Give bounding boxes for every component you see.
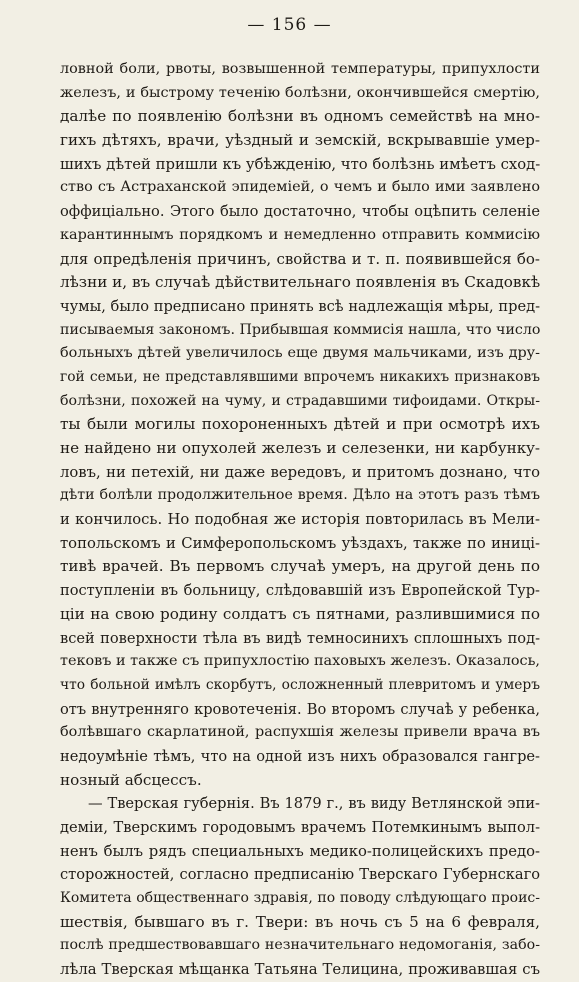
text-line: отъ внутренняго кровотеченія. Во второмъ случаѣ у ребенка,: [60, 700, 540, 718]
text-line: гой семьи, не представлявшими впрочемъ никакихъ признаковъ: [60, 368, 540, 385]
text-line: карантиннымъ порядкомъ и немедленно отправить коммисію: [60, 226, 540, 243]
text-line: ловной боли, рвоты, возвышенной температуры, припухлости: [60, 61, 540, 77]
text-line: шествія, бывшаго въ г. Твери: въ ночь съ 5 на 6 февраля,: [60, 912, 540, 931]
text-line: болѣвшаго скарлатиной, распухшія железы привели врача въ: [60, 724, 540, 741]
text-line: болѣзни, похожей на чуму, и страдавшими тифоидами. Откры-: [60, 392, 540, 409]
text-line: и кончилось. Но подобная же исторія повторилась въ Мели-: [60, 511, 540, 529]
text-line: что больной имѣлъ скорбутъ, осложненный плевритомъ и умеръ: [60, 676, 540, 693]
text-line: деміи, Тверскимъ городовымъ врачемъ Потемкинымъ выпол-: [60, 819, 540, 836]
section-start-line: — Тверская губернія. Въ 1879 г., въ виду Ветлянской эпи-: [88, 795, 540, 813]
text-line: писываемыя закономъ. Прибывшая коммисія нашла, что число: [60, 321, 541, 338]
text-line: ціи на свою родину солдатъ съ пятнами, разлившимися по: [60, 604, 540, 623]
text-line: недоумѣніе тѣмъ, что на одной изъ нихъ образовался гангре-: [60, 747, 540, 765]
text-line: поступленіи въ больницу, слѣдовавшій изъ Европейской Тур-: [60, 582, 540, 600]
page-number: — 156 —: [247, 15, 332, 35]
text-line: далѣе по появленію болѣзни въ одномъ семействѣ на мно-: [60, 107, 540, 126]
text-line: ты были могилы похороненныхъ дѣтей и при осмотрѣ ихъ: [60, 415, 540, 434]
body-text: [60, 58, 540, 982]
text-line: дѣти болѣли продолжительное время. Дѣло на этотъ разъ тѣмъ: [60, 487, 540, 504]
paragraph-end-line: нозный абсцессъ.: [60, 770, 202, 789]
text-line: лѣла Тверская мѣщанка Татьяна Телицина, проживавшая съ: [60, 961, 540, 979]
text-line: ненъ былъ рядъ специальныхъ медико-полицейскихъ предо-: [60, 842, 540, 860]
text-line: шихъ дѣтей пришли къ убѣжденію, что болѣзнь имѣетъ сход-: [60, 155, 541, 173]
text-line: гихъ дѣтяхъ, врачи, уѣздный и земскій, вскрывавшіе умер-: [60, 131, 540, 150]
text-line: для опредѣленія причинъ, свойства и т. п. появившейся бо-: [60, 249, 540, 268]
text-line: железъ, и быстрому теченію болѣзни, окончившейся смертію,: [60, 84, 540, 101]
text-line: Комитета общественнаго здравія, по поводу слѣдующаго проис-: [60, 890, 540, 907]
text-line: не найдено ни опухолей железъ и селезенки, ни карбункy-: [60, 439, 540, 457]
text-line: ловъ, ни петехій, ни даже вередовъ, и притомъ дознано, что: [60, 463, 540, 481]
text-line: всей поверхности тѣла въ видѣ темносинихъ сплошныхъ под-: [60, 629, 540, 647]
text-line: топольскомъ и Симферопольскомъ уѣздахъ, также по иниці-: [60, 534, 540, 552]
text-line: тековъ и также съ припухлостію паховыхъ железъ. Оказалось,: [60, 653, 540, 670]
text-line: оффиціально. Этого было достаточно, чтобы оцѣпить селеніе: [60, 203, 540, 221]
text-line: послѣ предшествовавшаго незначительнаго недомоганія, забо-: [60, 937, 540, 954]
text-line: лѣзни и, въ случаѣ дѣйствительнаго появленія въ Скадовкѣ: [60, 273, 541, 292]
text-line: больныхъ дѣтей увеличилось еще двумя мальчиками, изъ дру-: [60, 345, 540, 362]
text-line: тивѣ врачей. Въ первомъ случаѣ умеръ, на другой день по: [60, 557, 540, 576]
text-line: ство съ Астраханской эпидеміей, о чемъ и было ими заявлено: [60, 179, 540, 196]
text-line: чумы, было предписано принять всѣ надлежащія мѣры, пред-: [60, 297, 540, 315]
text-line: сторожностей, согласно предписанію Тверскаго Губернскаго: [60, 866, 540, 884]
